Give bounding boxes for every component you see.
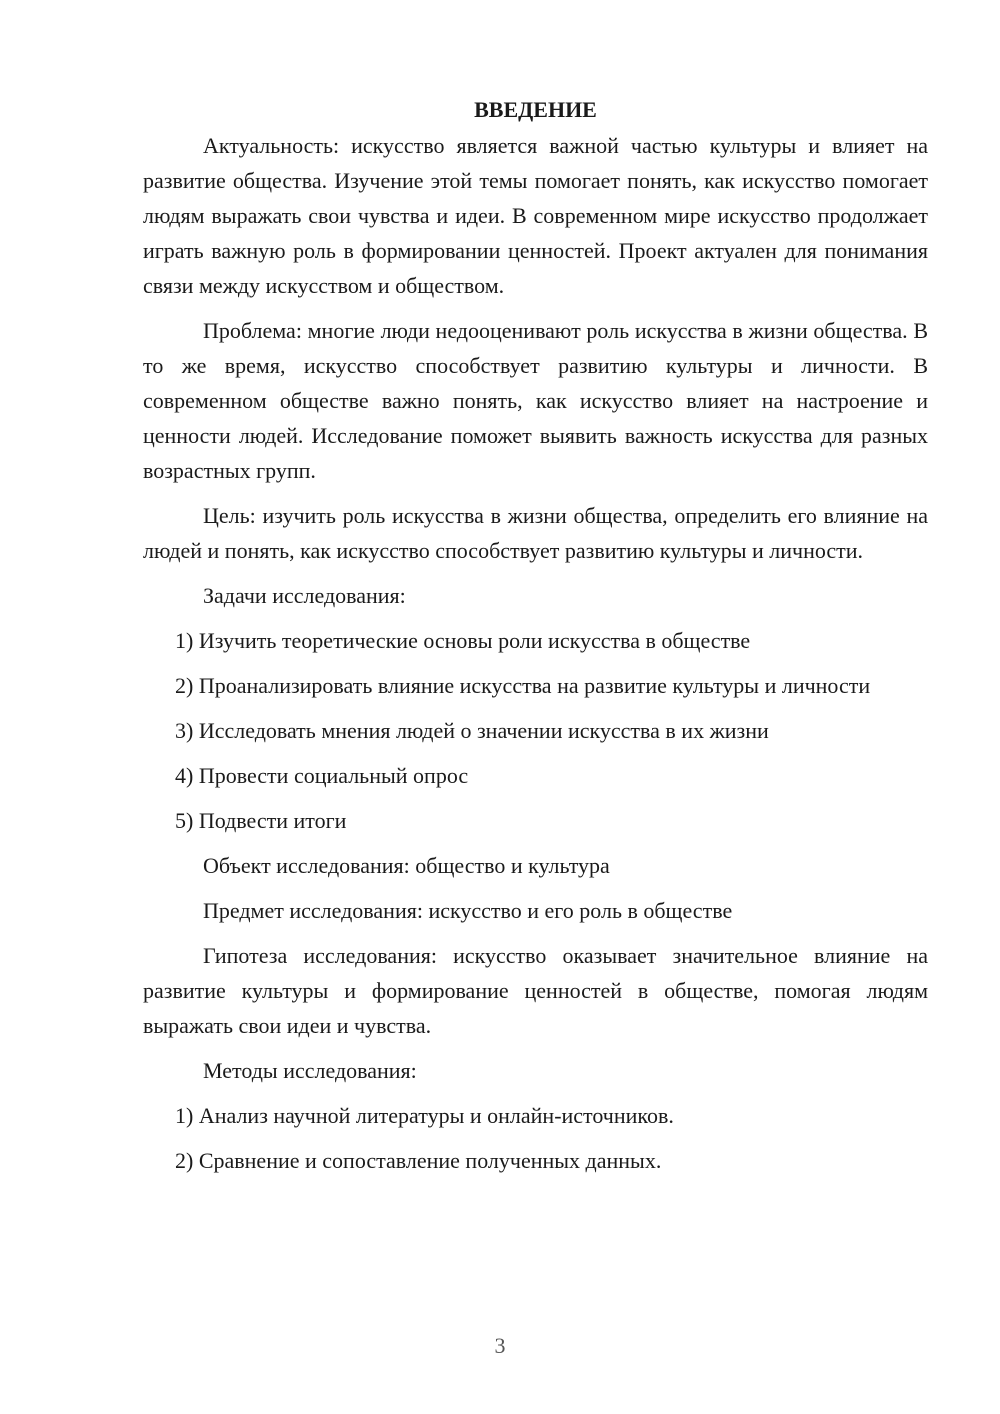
section-title: ВВЕДЕНИЕ <box>474 97 597 122</box>
method-item: 2) Сравнение и сопоставление полученных данных. <box>175 1148 662 1173</box>
task-item: 3) Исследовать мнения людей о значении искусства в их жизни <box>175 718 769 743</box>
page-number: 3 <box>494 1333 506 1358</box>
task-item: 2) Проанализировать влияние искусства на развитие культуры и личности <box>175 673 871 698</box>
task-item: 5) Подвести итоги <box>175 808 347 833</box>
method-item: 1) Анализ научной литературы и онлайн-источников. <box>175 1103 674 1128</box>
object-line: Объект исследования: общество и культура <box>203 853 610 878</box>
relevance-paragraph: Актуальность: искусство является важной частью культуры и влияет на развитие общества. Изучение этой темы помогает понять, как искусство помогает людям выражать свои чувства и идеи. В современном мире искусство продолжает играть важную роль в формировании ценностей. Проект актуален для понимания связи между искусством и обществом. <box>143 133 928 298</box>
methods-heading: Методы исследования: <box>203 1058 417 1083</box>
document-page <box>143 92 928 1188</box>
problem-paragraph: Проблема: многие люди недооценивают роль искусства в жизни общества. В то же время, искусство способствует развитию культуры и личности. В современном обществе важно понять, как искусство влияет на настроение и ценности людей. Исследование поможет выявить важность искусства для разных возрастных групп. <box>143 318 928 483</box>
tasks-heading: Задачи исследования: <box>203 583 406 608</box>
subject-line: Предмет исследования: искусство и его роль в обществе <box>203 898 733 923</box>
task-item: 4) Провести социальный опрос <box>175 763 469 788</box>
hypothesis-paragraph: Гипотеза исследования: искусство оказывает значительное влияние на развитие культуры и формирование ценностей в обществе, помогая людям выражать свои идеи и чувства. <box>143 943 928 1038</box>
task-item: 1) Изучить теоретические основы роли искусства в обществе <box>175 628 751 653</box>
goal-paragraph: Цель: изучить роль искусства в жизни общества, определить его влияние на людей и понять, как искусство способствует развитию культуры и личности. <box>143 503 928 563</box>
